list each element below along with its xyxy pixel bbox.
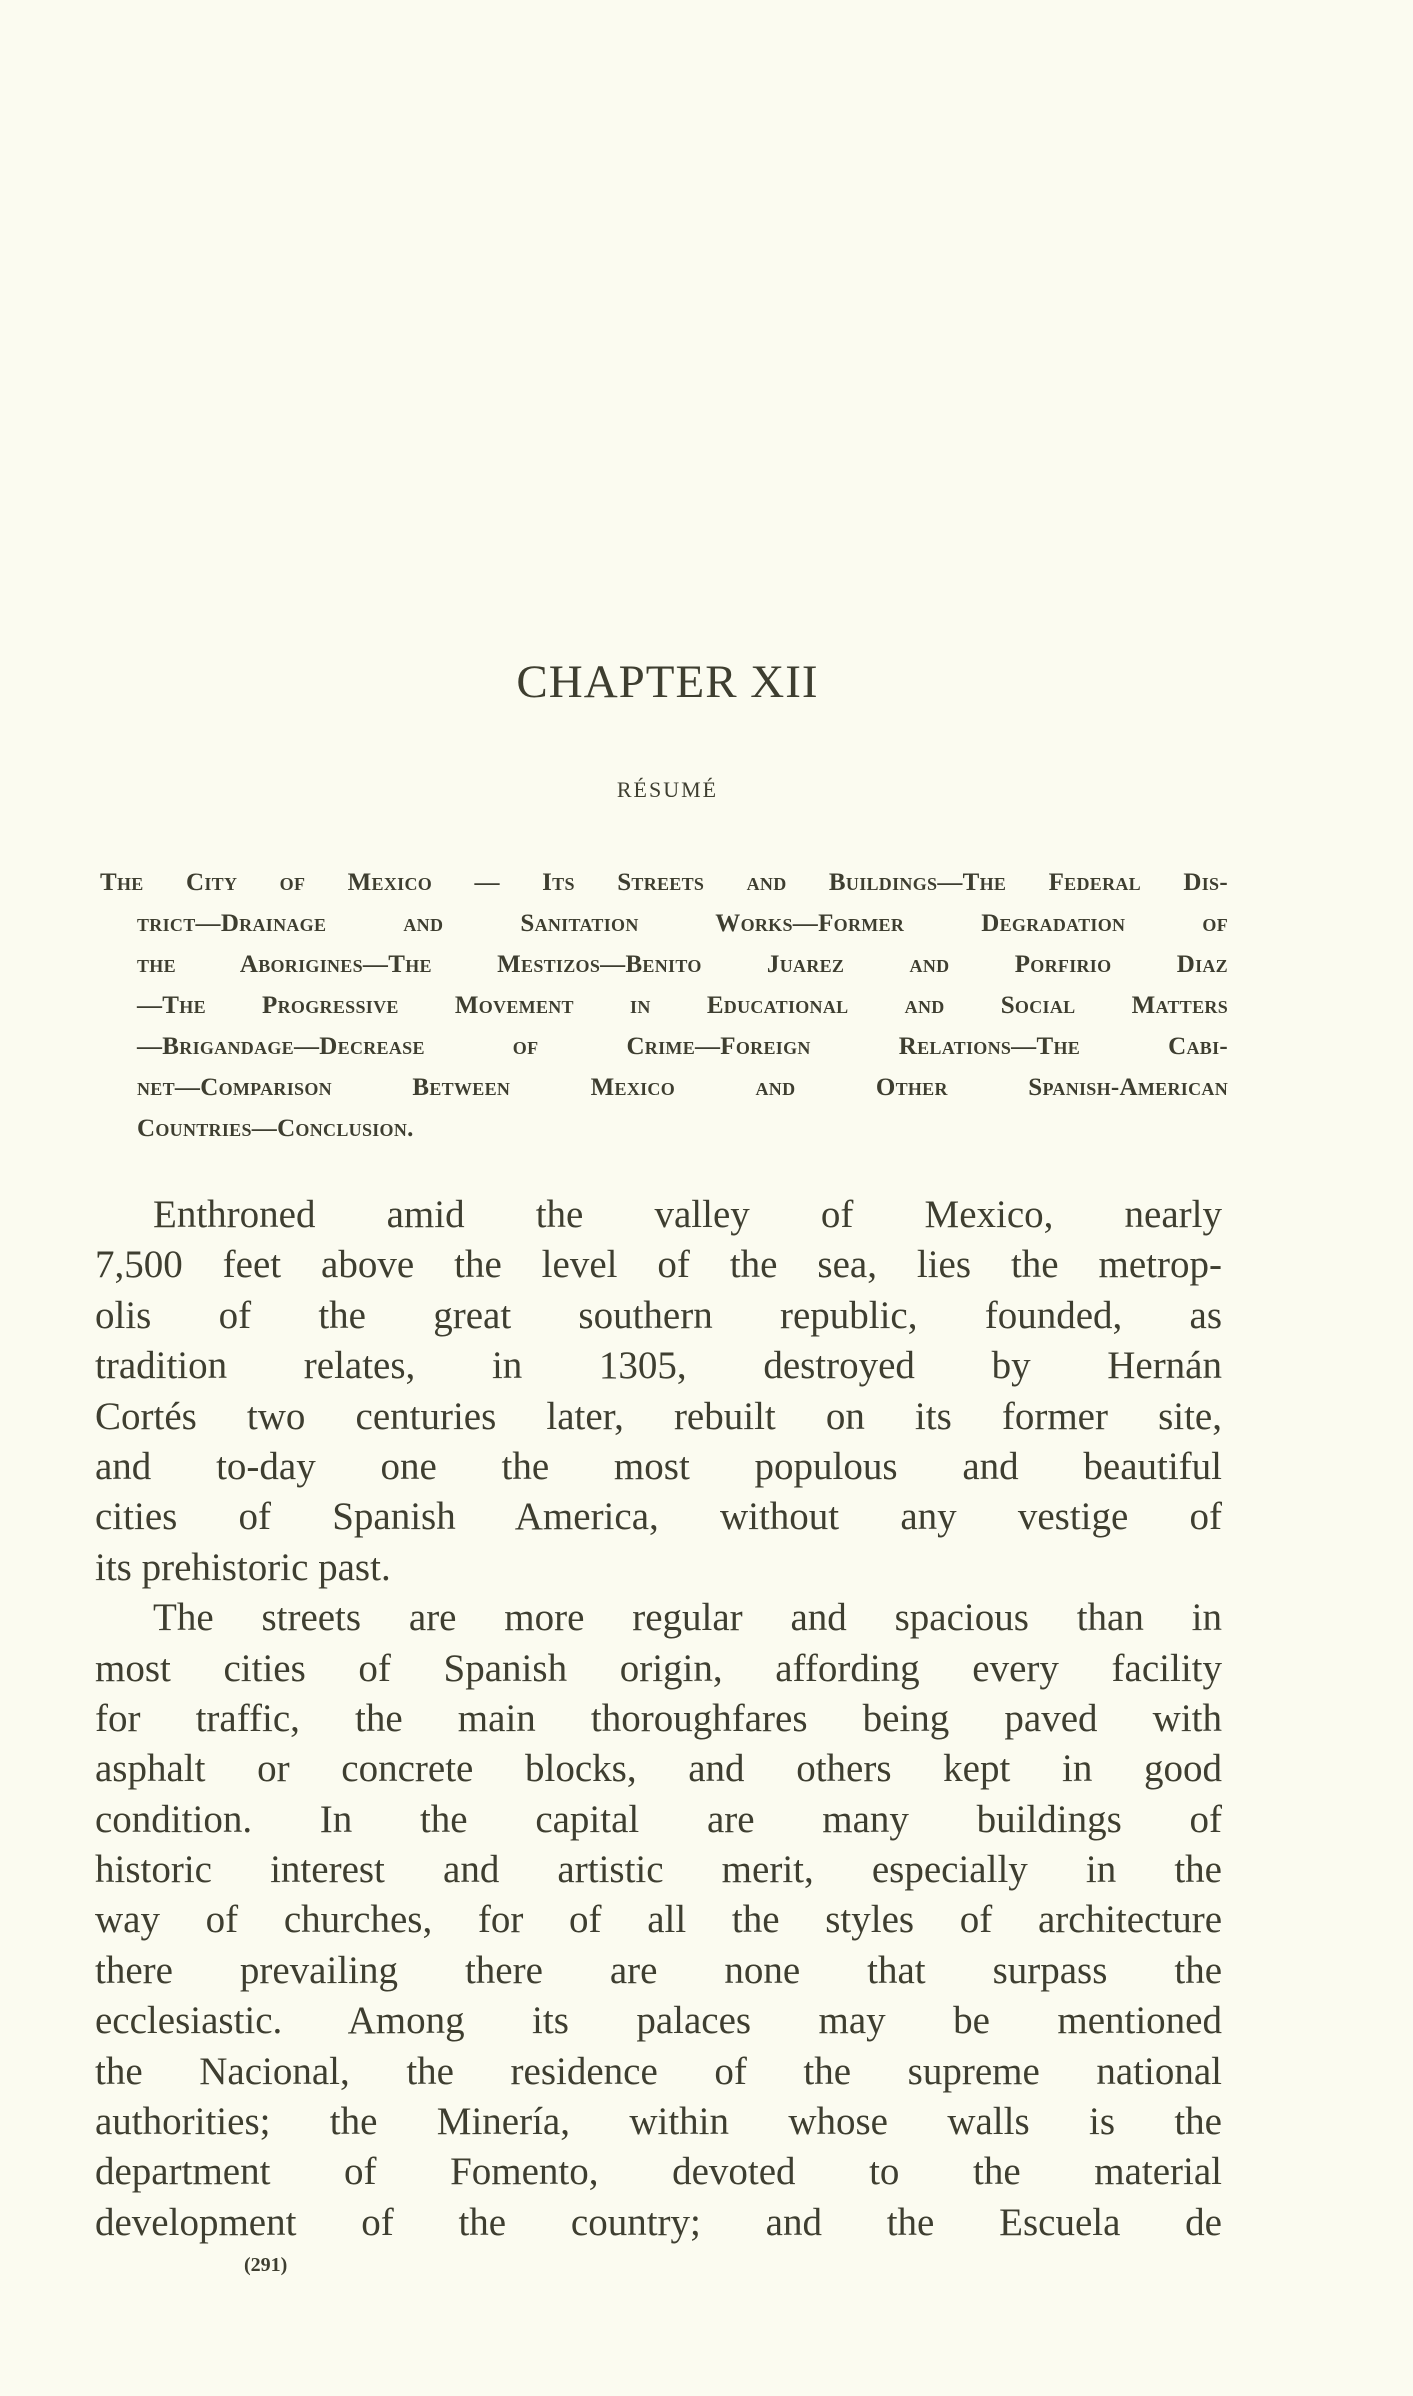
- synopsis-line: the Aborigines—The Mestizos—Benito Juarez and Porfirio Diaz: [137, 951, 1228, 978]
- body-line: tradition relates, in 1305, destroyed by Hernán: [95, 1344, 1222, 1388]
- body-line: olis of the great southern republic, founded, as: [95, 1293, 1222, 1337]
- body-line: and to-day one the most populous and beautiful: [95, 1444, 1222, 1488]
- body-line: its prehistoric past.: [95, 1545, 391, 1589]
- body-line: Enthroned amid the valley of Mexico, nearly: [153, 1193, 1222, 1236]
- body-line: most cities of Spanish origin, affording every facility: [95, 1646, 1222, 1690]
- body-line: Cortés two centuries later, rebuilt on its former site,: [95, 1394, 1222, 1438]
- body-line: there prevailing there are none that surpass the: [95, 1948, 1222, 1992]
- body-line: way of churches, for of all the styles of architecture: [95, 1898, 1222, 1942]
- synopsis-line: net—Comparison Between Mexico and Other Spanish-American: [137, 1074, 1228, 1101]
- body-line: for traffic, the main thoroughfares being paved with: [95, 1696, 1222, 1740]
- chapter-subtitle: RÉSUMÉ: [616, 777, 719, 802]
- synopsis-line: trict—Drainage and Sanitation Works—Former Degradation of: [137, 910, 1228, 937]
- body-line: the Nacional, the residence of the supreme national: [95, 2049, 1222, 2093]
- chapter-synopsis: [100, 862, 1228, 1149]
- body-line: condition. In the capital are many buildings of: [95, 1797, 1222, 1841]
- body-line: historic interest and artistic merit, especially in the: [95, 1848, 1222, 1892]
- body-line: ecclesiastic. Among its palaces may be mentioned: [95, 1999, 1222, 2043]
- body-line: The streets are more regular and spacious than in: [153, 1596, 1222, 1640]
- page-number: (291): [244, 2254, 288, 2276]
- body-text: [95, 1190, 1222, 2248]
- synopsis-line: Countries—Conclusion.: [137, 1115, 414, 1142]
- synopsis-line: —The Progressive Movement in Educational and Social Matters: [137, 992, 1228, 1019]
- body-line: cities of Spanish America, without any vestige of: [95, 1495, 1222, 1539]
- synopsis-line: —Brigandage—Decrease of Crime—Foreign Relations—The Cabi-: [137, 1033, 1228, 1060]
- body-line: department of Fomento, devoted to the material: [95, 2150, 1222, 2194]
- body-line: authorities; the Minería, within whose walls is the: [95, 2100, 1222, 2144]
- body-line: 7,500 feet above the level of the sea, lies the metrop-: [95, 1243, 1222, 1287]
- chapter-title: CHAPTER XII: [516, 656, 819, 708]
- synopsis-line: The City of Mexico — Its Streets and Buildings—The Federal Dis-: [100, 869, 1228, 896]
- body-line: development of the country; and the Escuela de: [95, 2200, 1222, 2244]
- body-line: asphalt or concrete blocks, and others kept in good: [95, 1747, 1222, 1791]
